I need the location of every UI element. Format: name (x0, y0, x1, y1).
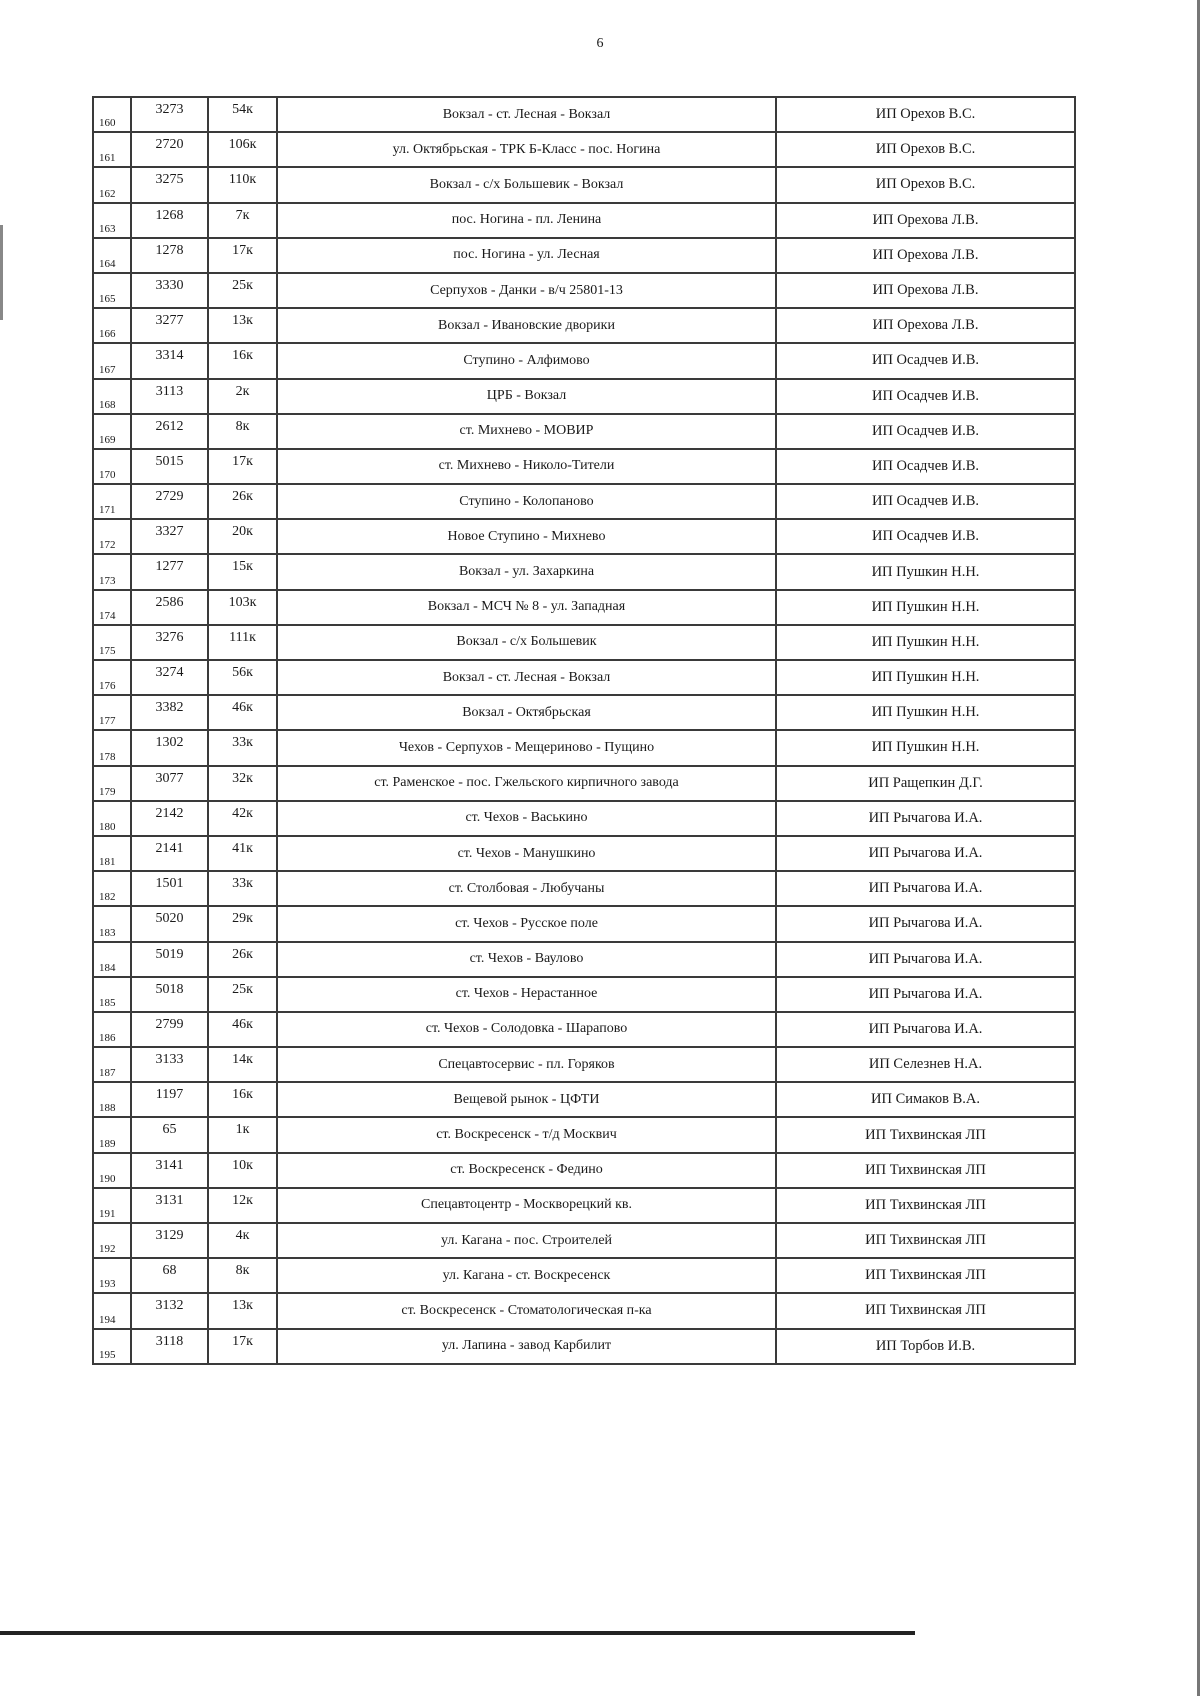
table-row (93, 484, 1075, 519)
table-row (93, 519, 1075, 554)
table-row (93, 977, 1075, 1012)
route-code: 3330 (131, 273, 208, 308)
table-row (93, 1293, 1075, 1328)
operator-name: ИП Орехов В.С. (776, 97, 1075, 132)
route-length: 42к (208, 801, 277, 836)
row-number: 166 (93, 308, 131, 343)
table-row (93, 132, 1075, 167)
route-length: 13к (208, 308, 277, 343)
operator-name: ИП Рычагова И.А. (776, 836, 1075, 871)
route-length: 8к (208, 1258, 277, 1293)
table-row (93, 1223, 1075, 1258)
page-number: 6 (596, 36, 604, 51)
route-name: ст. Михнево - Николо-Тители (277, 449, 776, 484)
route-length: 17к (208, 449, 277, 484)
operator-name: ИП Рычагова И.А. (776, 801, 1075, 836)
route-length: 16к (208, 343, 277, 378)
route-length: 111к (208, 625, 277, 660)
row-number: 177 (93, 695, 131, 730)
route-code: 2612 (131, 414, 208, 449)
route-length: 33к (208, 730, 277, 765)
scan-edge-mark (0, 225, 3, 320)
route-name: ст. Воскресенск - Федино (277, 1153, 776, 1188)
table-row (93, 1117, 1075, 1152)
operator-name: ИП Тихвинская ЛП (776, 1188, 1075, 1223)
operator-name: ИП Осадчев И.В. (776, 379, 1075, 414)
route-name: ул. Лапина - завод Карбилит (277, 1329, 776, 1364)
route-name: Вокзал - Октябрьская (277, 695, 776, 730)
route-length: 46к (208, 1012, 277, 1047)
operator-name: ИП Ращепкин Д.Г. (776, 766, 1075, 801)
route-length: 1к (208, 1117, 277, 1152)
route-name: ЦРБ - Вокзал (277, 379, 776, 414)
operator-name: ИП Рычагова И.А. (776, 1012, 1075, 1047)
routes-table-body (93, 97, 1075, 1364)
row-number: 182 (93, 871, 131, 906)
route-length: 4к (208, 1223, 277, 1258)
row-number: 190 (93, 1153, 131, 1188)
route-length: 33к (208, 871, 277, 906)
route-name: Вокзал - ст. Лесная - Вокзал (277, 97, 776, 132)
row-number: 167 (93, 343, 131, 378)
route-name: ст. Раменское - пос. Гжельского кирпичного завода (277, 766, 776, 801)
route-name: Вокзал - с/х Большевик - Вокзал (277, 167, 776, 202)
route-code: 2586 (131, 590, 208, 625)
operator-name: ИП Орехова Л.В. (776, 273, 1075, 308)
route-length: 32к (208, 766, 277, 801)
route-code: 3129 (131, 1223, 208, 1258)
route-code: 65 (131, 1117, 208, 1152)
table-row (93, 1047, 1075, 1082)
route-name: Чехов - Серпухов - Мещериново - Пущино (277, 730, 776, 765)
table-row (93, 1329, 1075, 1364)
route-length: 8к (208, 414, 277, 449)
row-number: 187 (93, 1047, 131, 1082)
row-number: 189 (93, 1117, 131, 1152)
route-code: 3113 (131, 379, 208, 414)
row-number: 192 (93, 1223, 131, 1258)
route-name: Вокзал - Ивановские дворики (277, 308, 776, 343)
row-number: 170 (93, 449, 131, 484)
operator-name: ИП Орехова Л.В. (776, 308, 1075, 343)
route-code: 5015 (131, 449, 208, 484)
route-code: 2729 (131, 484, 208, 519)
route-length: 25к (208, 273, 277, 308)
row-number: 171 (93, 484, 131, 519)
operator-name: ИП Тихвинская ЛП (776, 1153, 1075, 1188)
row-number: 188 (93, 1082, 131, 1117)
route-length: 17к (208, 238, 277, 273)
operator-name: ИП Пушкин Н.Н. (776, 730, 1075, 765)
route-name: Спецавтоцентр - Москворецкий кв. (277, 1188, 776, 1223)
row-number: 172 (93, 519, 131, 554)
route-name: Вещевой рынок - ЦФТИ (277, 1082, 776, 1117)
operator-name: ИП Пушкин Н.Н. (776, 625, 1075, 660)
route-name: ст. Чехов - Ваулово (277, 942, 776, 977)
route-length: 17к (208, 1329, 277, 1364)
row-number: 168 (93, 379, 131, 414)
route-name: ст. Чехов - Нерастанное (277, 977, 776, 1012)
routes-table (92, 96, 1076, 1365)
table-row (93, 273, 1075, 308)
row-number: 194 (93, 1293, 131, 1328)
route-name: Вокзал - ст. Лесная - Вокзал (277, 660, 776, 695)
operator-name: ИП Торбов И.В. (776, 1329, 1075, 1364)
operator-name: ИП Тихвинская ЛП (776, 1293, 1075, 1328)
route-name: ст. Михнево - МОВИР (277, 414, 776, 449)
route-length: 103к (208, 590, 277, 625)
route-length: 7к (208, 203, 277, 238)
row-number: 163 (93, 203, 131, 238)
row-number: 174 (93, 590, 131, 625)
route-code: 3276 (131, 625, 208, 660)
table-row (93, 1258, 1075, 1293)
route-code: 1501 (131, 871, 208, 906)
operator-name: ИП Осадчев И.В. (776, 449, 1075, 484)
route-code: 3132 (131, 1293, 208, 1328)
route-length: 10к (208, 1153, 277, 1188)
table-row (93, 449, 1075, 484)
route-code: 3275 (131, 167, 208, 202)
row-number: 184 (93, 942, 131, 977)
operator-name: ИП Пушкин Н.Н. (776, 590, 1075, 625)
operator-name: ИП Рычагова И.А. (776, 977, 1075, 1012)
table-row (93, 801, 1075, 836)
row-number: 162 (93, 167, 131, 202)
table-row (93, 379, 1075, 414)
route-code: 1197 (131, 1082, 208, 1117)
route-length: 2к (208, 379, 277, 414)
table-row (93, 414, 1075, 449)
table-row (93, 625, 1075, 660)
table-row (93, 97, 1075, 132)
route-length: 29к (208, 906, 277, 941)
row-number: 178 (93, 730, 131, 765)
route-length: 46к (208, 695, 277, 730)
route-name: ст. Чехов - Манушкино (277, 836, 776, 871)
route-code: 3314 (131, 343, 208, 378)
route-code: 3277 (131, 308, 208, 343)
route-length: 54к (208, 97, 277, 132)
operator-name: ИП Тихвинская ЛП (776, 1258, 1075, 1293)
route-code: 3382 (131, 695, 208, 730)
table-row (93, 695, 1075, 730)
route-name: Вокзал - МСЧ № 8 - ул. Западная (277, 590, 776, 625)
route-length: 106к (208, 132, 277, 167)
operator-name: ИП Осадчев И.В. (776, 414, 1075, 449)
operator-name: ИП Рычагова И.А. (776, 871, 1075, 906)
route-code: 3077 (131, 766, 208, 801)
operator-name: ИП Симаков В.А. (776, 1082, 1075, 1117)
bottom-rule (0, 1631, 915, 1635)
route-name: ст. Воскресенск - т/д Москвич (277, 1117, 776, 1152)
operator-name: ИП Пушкин Н.Н. (776, 695, 1075, 730)
table-row (93, 203, 1075, 238)
row-number: 169 (93, 414, 131, 449)
operator-name: ИП Пушкин Н.Н. (776, 554, 1075, 589)
table-row (93, 1012, 1075, 1047)
route-code: 68 (131, 1258, 208, 1293)
route-code: 3131 (131, 1188, 208, 1223)
row-number: 173 (93, 554, 131, 589)
operator-name: ИП Осадчев И.В. (776, 484, 1075, 519)
row-number: 176 (93, 660, 131, 695)
route-code: 5020 (131, 906, 208, 941)
route-code: 1268 (131, 203, 208, 238)
row-number: 165 (93, 273, 131, 308)
route-name: Вокзал - с/х Большевик (277, 625, 776, 660)
route-code: 5018 (131, 977, 208, 1012)
operator-name: ИП Орехов В.С. (776, 132, 1075, 167)
route-code: 3141 (131, 1153, 208, 1188)
table-row (93, 906, 1075, 941)
route-code: 2142 (131, 801, 208, 836)
operator-name: ИП Рычагова И.А. (776, 942, 1075, 977)
route-name: ул. Октябрьская - ТРК Б-Класс - пос. Ногина (277, 132, 776, 167)
row-number: 193 (93, 1258, 131, 1293)
route-length: 41к (208, 836, 277, 871)
row-number: 181 (93, 836, 131, 871)
row-number: 164 (93, 238, 131, 273)
operator-name: ИП Селезнев Н.А. (776, 1047, 1075, 1082)
route-length: 13к (208, 1293, 277, 1328)
route-code: 2141 (131, 836, 208, 871)
row-number: 180 (93, 801, 131, 836)
route-length: 15к (208, 554, 277, 589)
route-name: ул. Кагана - ст. Воскресенск (277, 1258, 776, 1293)
route-length: 26к (208, 484, 277, 519)
row-number: 161 (93, 132, 131, 167)
route-name: Серпухов - Данки - в/ч 25801-13 (277, 273, 776, 308)
route-code: 1302 (131, 730, 208, 765)
table-row (93, 730, 1075, 765)
operator-name: ИП Осадчев И.В. (776, 519, 1075, 554)
route-name: Ступино - Алфимово (277, 343, 776, 378)
operator-name: ИП Тихвинская ЛП (776, 1223, 1075, 1258)
route-length: 16к (208, 1082, 277, 1117)
route-name: пос. Ногина - пл. Ленина (277, 203, 776, 238)
table-row (93, 590, 1075, 625)
table-row (93, 554, 1075, 589)
route-name: ст. Чехов - Русское поле (277, 906, 776, 941)
route-code: 3118 (131, 1329, 208, 1364)
table-row (93, 942, 1075, 977)
route-length: 14к (208, 1047, 277, 1082)
row-number: 191 (93, 1188, 131, 1223)
row-number: 160 (93, 97, 131, 132)
route-code: 3133 (131, 1047, 208, 1082)
table-row (93, 836, 1075, 871)
table-row (93, 343, 1075, 378)
table-row (93, 238, 1075, 273)
route-code: 3327 (131, 519, 208, 554)
route-code: 1278 (131, 238, 208, 273)
row-number: 175 (93, 625, 131, 660)
operator-name: ИП Тихвинская ЛП (776, 1117, 1075, 1152)
operator-name: ИП Орехова Л.В. (776, 203, 1075, 238)
table-row (93, 660, 1075, 695)
table-row (93, 1082, 1075, 1117)
route-code: 1277 (131, 554, 208, 589)
table-row (93, 1188, 1075, 1223)
route-code: 5019 (131, 942, 208, 977)
operator-name: ИП Осадчев И.В. (776, 343, 1075, 378)
route-name: пос. Ногина - ул. Лесная (277, 238, 776, 273)
operator-name: ИП Орехова Л.В. (776, 238, 1075, 273)
route-length: 56к (208, 660, 277, 695)
operator-name: ИП Орехов В.С. (776, 167, 1075, 202)
row-number: 186 (93, 1012, 131, 1047)
route-name: Спецавтосервис - пл. Горяков (277, 1047, 776, 1082)
route-name: ст. Чехов - Васькино (277, 801, 776, 836)
table-row (93, 308, 1075, 343)
operator-name: ИП Рычагова И.А. (776, 906, 1075, 941)
row-number: 179 (93, 766, 131, 801)
route-code: 3274 (131, 660, 208, 695)
route-name: ст. Столбовая - Любучаны (277, 871, 776, 906)
route-name: ул. Кагана - пос. Строителей (277, 1223, 776, 1258)
route-name: ст. Воскресенск - Стоматологическая п-ка (277, 1293, 776, 1328)
operator-name: ИП Пушкин Н.Н. (776, 660, 1075, 695)
table-row (93, 766, 1075, 801)
route-name: ст. Чехов - Солодовка - Шарапово (277, 1012, 776, 1047)
route-length: 25к (208, 977, 277, 1012)
route-code: 2799 (131, 1012, 208, 1047)
route-name: Новое Ступино - Михнево (277, 519, 776, 554)
route-name: Ступино - Колопаново (277, 484, 776, 519)
table-row (93, 871, 1075, 906)
route-length: 12к (208, 1188, 277, 1223)
row-number: 183 (93, 906, 131, 941)
table-row (93, 167, 1075, 202)
row-number: 185 (93, 977, 131, 1012)
table-row (93, 1153, 1075, 1188)
route-code: 2720 (131, 132, 208, 167)
route-length: 26к (208, 942, 277, 977)
row-number: 195 (93, 1329, 131, 1364)
route-length: 20к (208, 519, 277, 554)
route-code: 3273 (131, 97, 208, 132)
route-length: 110к (208, 167, 277, 202)
route-name: Вокзал - ул. Захаркина (277, 554, 776, 589)
